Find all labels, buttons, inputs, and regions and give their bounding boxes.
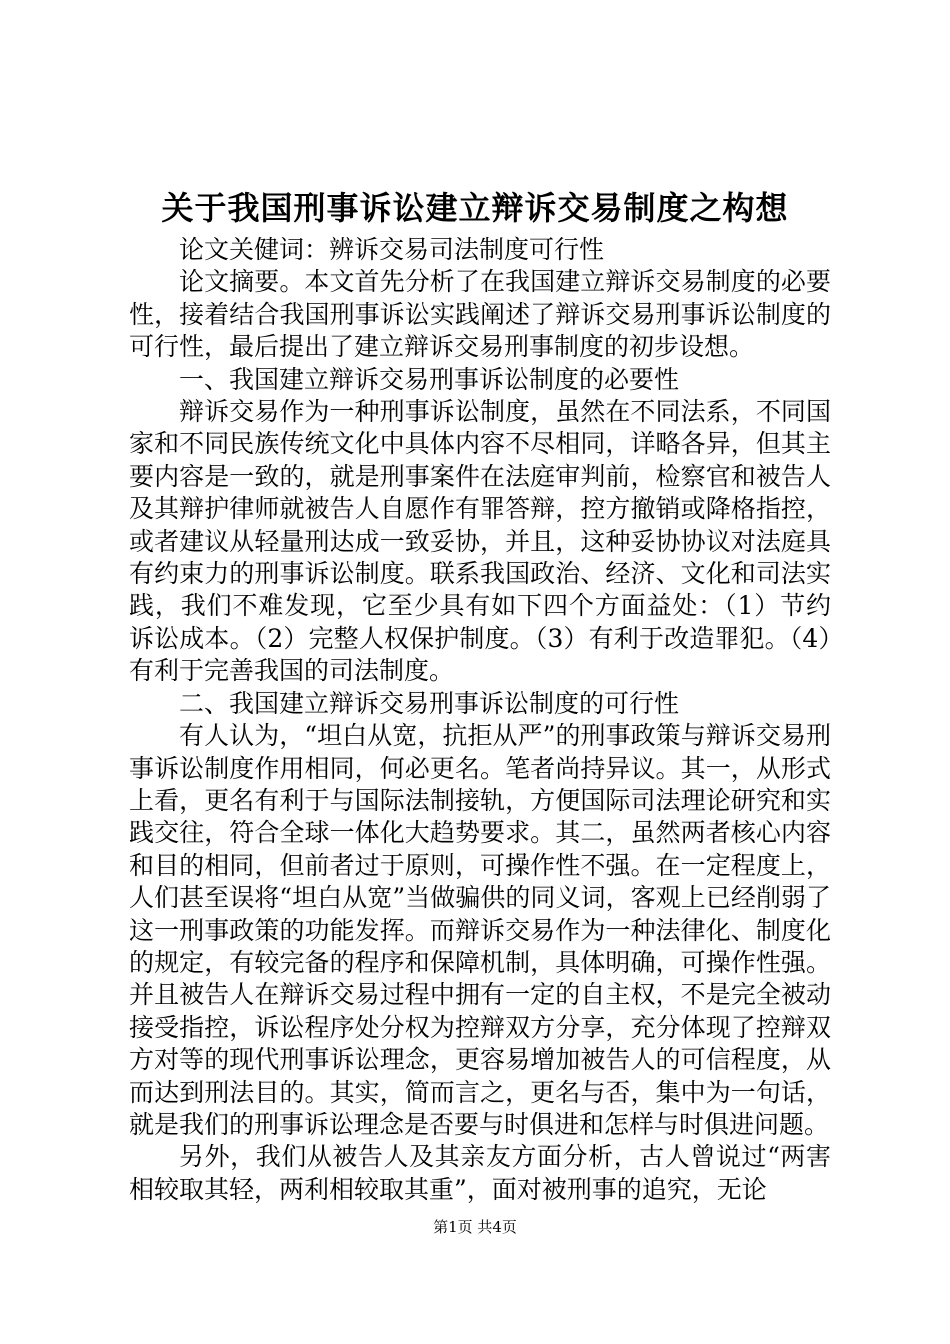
section-heading-2: 二、我国建立辩诉交易刑事诉讼制度的可行性 [179,688,680,718]
keywords-paragraph: 论文关健词：辨诉交易司法制度可行性 [179,235,605,264]
body-paragraph: 有人认为，“坦白从宽，抗拒从严”的刑事政策与辩诉交易刑事诉讼制度作用相同，何必更名。笔者尚持异议。其一，从形式上看，更名有利于与国际法制接轨，方便国际司法理论研究和实践交往，符合全球一体化大趋势要求。其二，虽然两者核心内容和目的相同，但前者过于原则，可操作性不强。在一定程度上，人们甚至误将“坦白从宽”当做骗供的同义词，客观上已经削弱了这一刑事政策的功能发挥。而辩诉交易作为一种法律化、制度化的规定，有较完备的程序和保障机制，具体明确，可操作性强。并且被告人在辩诉交易过程中拥有一定的自主权，不是完全被动接受指控，诉讼程序处分权为控辩双方分享，充分体现了控辩双方对等的现代刑事诉讼理念，更容易增加被告人的可信程度，从而达到刑法目的。其实，简而言之，更名与否，集中为一句话，就是我们的刑事诉讼理念是否要与时俱进和怎样与时俱进问题。 [129,721,831,1139]
document-body [129,234,831,1206]
section-heading-1: 一、我国建立辩诉交易刑事诉讼制度的必要性 [179,364,680,394]
abstract-paragraph: 论文摘要。本文首先分析了在我国建立辩诉交易制度的必要性，接着结合我国刑事诉讼实践阐述了辩诉交易刑事诉讼制度的可行性，最后提出了建立辩诉交易刑事制度的初步设想。 [129,267,831,362]
body-paragraph: 另外，我们从被告人及其亲友方面分析，古人曾说过“两害相较取其轻，两利相较取其重”，面对被刑事的追究，无论 [129,1142,831,1204]
document-title: 关于我国刑事诉讼建立辩诉交易制度之构想 [161,189,789,227]
page-footer: 第1页 共4页 [433,1218,517,1236]
body-paragraph: 辩诉交易作为一种刑事诉讼制度，虽然在不同法系，不同国家和不同民族传统文化中具体内容不尽相同，详略各异，但其主要内容是一致的，就是刑事案件在法庭审判前，检察官和被告人及其辩护律师就被告人自愿作有罪答辩，控方撤销或降格指控，或者建议从轻量刑达成一致妥协，并且，这种妥协协议对法庭具有约束力的刑事诉讼制度。联系我国政治、经济、文化和司法实践，我们不难发现，它至少具有如下四个方面益处：（1）节约诉讼成本。（2）完整人权保护制度。（3）有利于改造罪犯。（4）有利于完善我国的司法制度。 [129,397,831,686]
